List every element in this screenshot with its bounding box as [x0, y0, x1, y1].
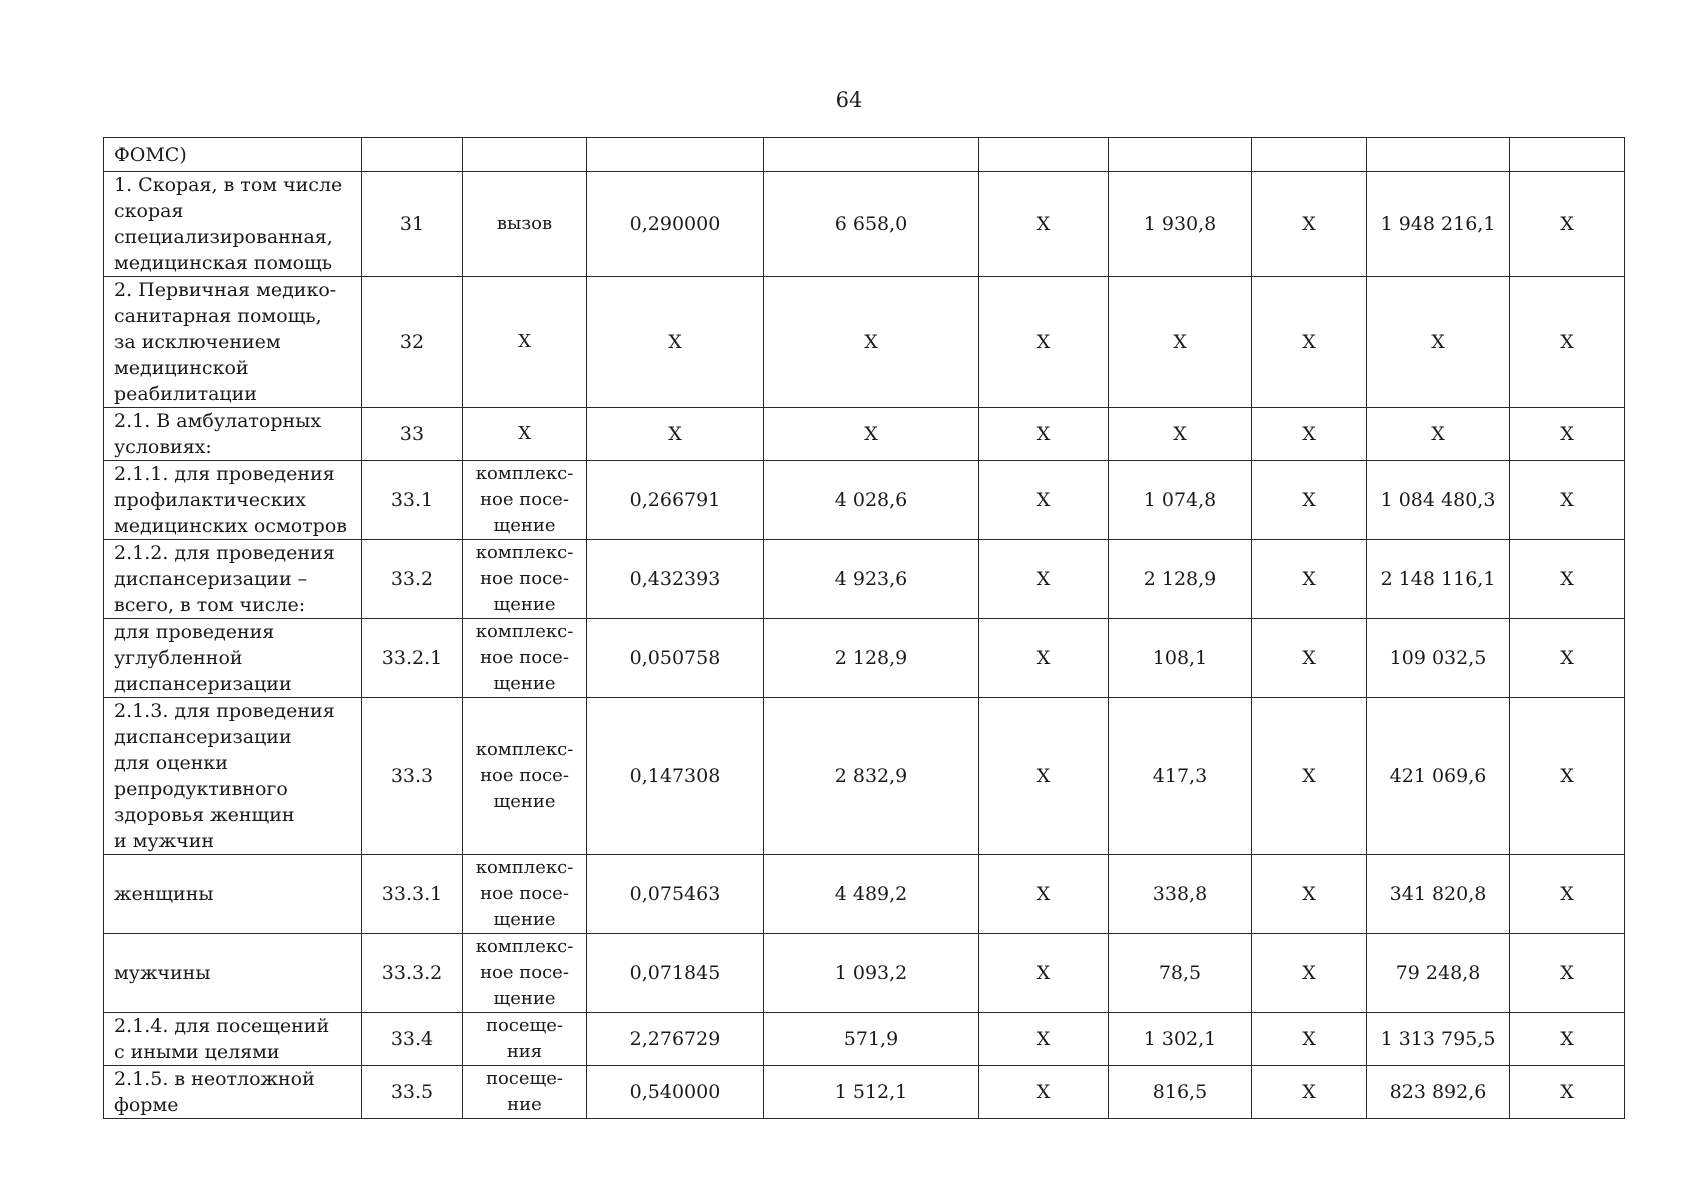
cell-col6: X — [979, 934, 1109, 1013]
cell-col6: X — [979, 1013, 1109, 1066]
cell-col6: X — [979, 698, 1109, 855]
cell-col8: X — [1252, 619, 1367, 698]
table-row — [104, 619, 1625, 698]
data-table — [103, 137, 1625, 1119]
table-row — [104, 461, 1625, 540]
cell-col9: 2 148 116,1 — [1367, 540, 1510, 619]
cell-col10: X — [1510, 698, 1625, 855]
table-row — [104, 1013, 1625, 1066]
cell-volume: 0,290000 — [587, 172, 764, 277]
cell-code: 33.1 — [362, 461, 463, 540]
cell-col10: X — [1510, 934, 1625, 1013]
cell-col8 — [1252, 138, 1367, 172]
cell-col6: X — [979, 277, 1109, 408]
cell-col9: X — [1367, 408, 1510, 461]
cell-col10: X — [1510, 172, 1625, 277]
cell-code: 33.5 — [362, 1066, 463, 1119]
cell-name: женщины — [104, 855, 362, 934]
cell-col8: X — [1252, 540, 1367, 619]
cell-col8: X — [1252, 172, 1367, 277]
cell-col7: 2 128,9 — [1109, 540, 1252, 619]
cell-name: 2.1.3. для проведения диспансеризации для оценки репродуктивного здоровья женщин и мужчин — [104, 698, 362, 855]
cell-name: 2.1.1. для проведения профилактических медицинских осмотров — [104, 461, 362, 540]
cell-unit — [463, 138, 587, 172]
cell-col6: X — [979, 855, 1109, 934]
cell-code: 33.3.2 — [362, 934, 463, 1013]
cell-col10: X — [1510, 1013, 1625, 1066]
cell-code: 33.2.1 — [362, 619, 463, 698]
table-row — [104, 855, 1625, 934]
cell-name: для проведения углубленной диспансеризации — [104, 619, 362, 698]
table-row — [104, 698, 1625, 855]
cell-volume: 0,071845 — [587, 934, 764, 1013]
table-row — [104, 1066, 1625, 1119]
cell-name: 2.1.4. для посещений с иными целями — [104, 1013, 362, 1066]
cell-col7: 108,1 — [1109, 619, 1252, 698]
cell-col8: X — [1252, 855, 1367, 934]
table-row — [104, 172, 1625, 277]
cell-volume: 0,075463 — [587, 855, 764, 934]
cell-cost: X — [764, 408, 979, 461]
cell-name: 2.1.5. в неотложной форме — [104, 1066, 362, 1119]
cell-col6: X — [979, 619, 1109, 698]
cell-cost: 1 093,2 — [764, 934, 979, 1013]
cell-cost: 4 489,2 — [764, 855, 979, 934]
cell-col7: X — [1109, 408, 1252, 461]
cell-cost: 4 028,6 — [764, 461, 979, 540]
cell-col6: X — [979, 461, 1109, 540]
cell-cost: 6 658,0 — [764, 172, 979, 277]
cell-unit: комплекс- ное посе- щение — [463, 698, 587, 855]
cell-col7: 1 074,8 — [1109, 461, 1252, 540]
table-row — [104, 408, 1625, 461]
table-row — [104, 138, 1625, 172]
cell-col7: 816,5 — [1109, 1066, 1252, 1119]
cell-col8: X — [1252, 934, 1367, 1013]
cell-name: 2.1.2. для проведения диспансеризации – всего, в том числе: — [104, 540, 362, 619]
cell-name: мужчины — [104, 934, 362, 1013]
cell-col9: 1 948 216,1 — [1367, 172, 1510, 277]
cell-unit: комплекс- ное посе- щение — [463, 619, 587, 698]
table-body — [104, 138, 1625, 1119]
cell-col9: 1 084 480,3 — [1367, 461, 1510, 540]
cell-unit: X — [463, 408, 587, 461]
cell-code: 33.3 — [362, 698, 463, 855]
cell-col8: X — [1252, 698, 1367, 855]
cell-cost: 571,9 — [764, 1013, 979, 1066]
cell-code: 33.3.1 — [362, 855, 463, 934]
cell-col8: X — [1252, 1066, 1367, 1119]
cell-cost: 2 832,9 — [764, 698, 979, 855]
cell-col8: X — [1252, 1013, 1367, 1066]
cell-col9: X — [1367, 277, 1510, 408]
cell-col10: X — [1510, 855, 1625, 934]
cell-col7 — [1109, 138, 1252, 172]
cell-col9: 823 892,6 — [1367, 1066, 1510, 1119]
cell-col10 — [1510, 138, 1625, 172]
cell-col9: 79 248,8 — [1367, 934, 1510, 1013]
cell-unit: комплекс- ное посе- щение — [463, 540, 587, 619]
cell-name: 2.1. В амбулаторных условиях: — [104, 408, 362, 461]
cell-col9 — [1367, 138, 1510, 172]
table-row — [104, 540, 1625, 619]
cell-cost: 1 512,1 — [764, 1066, 979, 1119]
cell-col9: 421 069,6 — [1367, 698, 1510, 855]
page-number: 64 — [835, 88, 863, 112]
cell-col9: 1 313 795,5 — [1367, 1013, 1510, 1066]
cell-code: 33 — [362, 408, 463, 461]
cell-col6: X — [979, 1066, 1109, 1119]
cell-volume: 0,147308 — [587, 698, 764, 855]
cell-col7: 78,5 — [1109, 934, 1252, 1013]
cell-col9: 109 032,5 — [1367, 619, 1510, 698]
cell-code: 32 — [362, 277, 463, 408]
cell-col6: X — [979, 540, 1109, 619]
cell-code — [362, 138, 463, 172]
cell-volume: 0,266791 — [587, 461, 764, 540]
cell-col7: 1 930,8 — [1109, 172, 1252, 277]
cell-col7: 417,3 — [1109, 698, 1252, 855]
cell-unit: посеще- ние — [463, 1066, 587, 1119]
cell-volume: 0,432393 — [587, 540, 764, 619]
cell-col10: X — [1510, 408, 1625, 461]
cell-unit: комплекс- ное посе- щение — [463, 855, 587, 934]
cell-code: 33.2 — [362, 540, 463, 619]
cell-unit: комплекс- ное посе- щение — [463, 461, 587, 540]
cell-cost — [764, 138, 979, 172]
cell-col6: X — [979, 408, 1109, 461]
cell-volume — [587, 138, 764, 172]
cell-unit: посеще- ния — [463, 1013, 587, 1066]
table-row — [104, 934, 1625, 1013]
cell-name: 1. Скорая, в том числе скорая специализированная, медицинская помощь — [104, 172, 362, 277]
cell-volume: X — [587, 277, 764, 408]
cell-col10: X — [1510, 619, 1625, 698]
cell-volume: X — [587, 408, 764, 461]
table-row — [104, 277, 1625, 408]
cell-cost: X — [764, 277, 979, 408]
cell-volume: 0,050758 — [587, 619, 764, 698]
cell-col8: X — [1252, 461, 1367, 540]
cell-unit: X — [463, 277, 587, 408]
cell-col10: X — [1510, 540, 1625, 619]
cell-volume: 0,540000 — [587, 1066, 764, 1119]
cell-code: 33.4 — [362, 1013, 463, 1066]
cell-col6: X — [979, 172, 1109, 277]
cell-name: 2. Первичная медико- санитарная помощь, за исключением медицинской реабилитации — [104, 277, 362, 408]
cell-col6 — [979, 138, 1109, 172]
cell-col7: 338,8 — [1109, 855, 1252, 934]
cell-unit: комплекс- ное посе- щение — [463, 934, 587, 1013]
cell-cost: 4 923,6 — [764, 540, 979, 619]
cell-col8: X — [1252, 277, 1367, 408]
cell-col10: X — [1510, 461, 1625, 540]
cell-col10: X — [1510, 1066, 1625, 1119]
cell-volume: 2,276729 — [587, 1013, 764, 1066]
cell-cost: 2 128,9 — [764, 619, 979, 698]
cell-code: 31 — [362, 172, 463, 277]
cell-col7: X — [1109, 277, 1252, 408]
cell-col8: X — [1252, 408, 1367, 461]
cell-unit: вызов — [463, 172, 587, 277]
cell-name: ФОМС) — [104, 138, 362, 172]
cell-col7: 1 302,1 — [1109, 1013, 1252, 1066]
cell-col10: X — [1510, 277, 1625, 408]
cell-col9: 341 820,8 — [1367, 855, 1510, 934]
